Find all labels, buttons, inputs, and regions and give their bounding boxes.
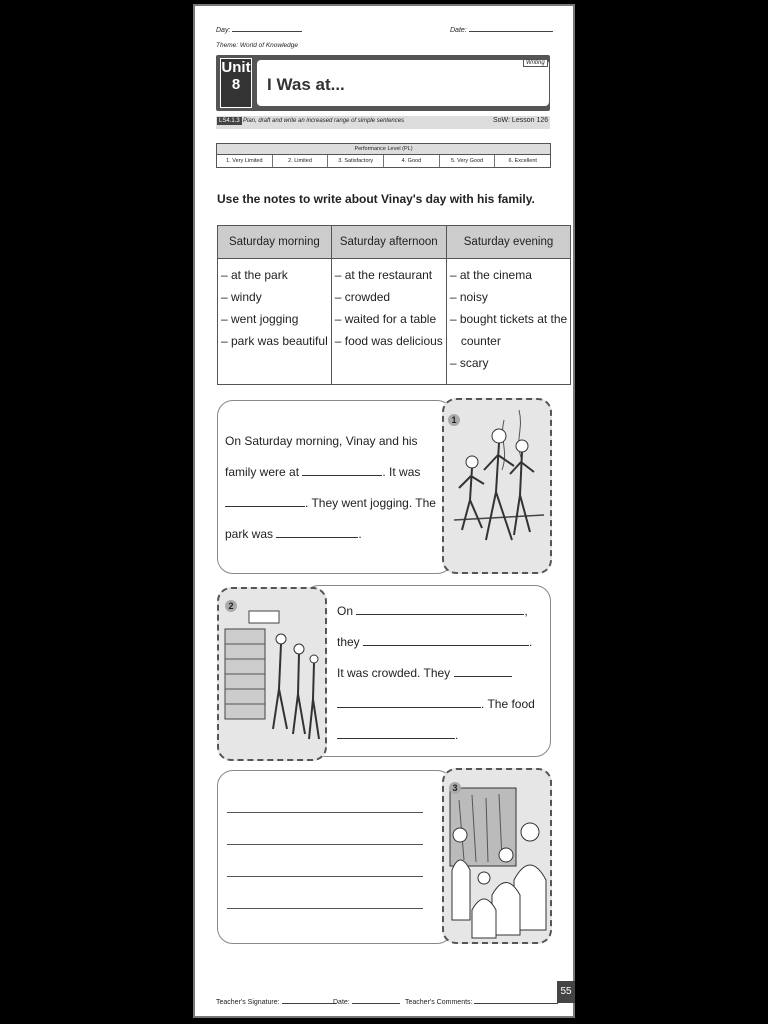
- note-item: – at the park: [221, 268, 288, 282]
- panel-2-line-2: [337, 627, 542, 658]
- note-item: – scary: [449, 356, 489, 370]
- sow-lesson: SoW: Lesson 126: [493, 117, 549, 124]
- footer-date-line: [352, 994, 400, 1004]
- note-item: – food was delicious: [334, 334, 443, 348]
- text-segment: they: [337, 635, 360, 649]
- panel-2-line-5: [337, 720, 542, 751]
- column-heading-morning: Saturday morning: [218, 226, 332, 259]
- page-number: 55: [557, 981, 575, 1003]
- teacher-comments-field[interactable]: [405, 994, 558, 1006]
- performance-heading: Performance Level (PL): [217, 144, 550, 155]
- date-field[interactable]: [450, 22, 553, 34]
- comments-label: Teacher's Comments:: [405, 999, 473, 1006]
- blank-continued[interactable]: [337, 696, 481, 708]
- writing-line[interactable]: [227, 908, 423, 909]
- text-segment: .: [529, 635, 533, 649]
- performance-level-5[interactable]: 5. Very Good: [440, 155, 496, 167]
- theme-text: Theme: World of Knowledge: [216, 42, 299, 49]
- notes-cell-evening: [446, 259, 570, 385]
- day-label: Day:: [216, 27, 231, 34]
- performance-level-2[interactable]: 2. Limited: [273, 155, 329, 167]
- blank-food[interactable]: [337, 727, 455, 739]
- text-segment: . The food: [481, 697, 535, 711]
- notes-table: [217, 225, 571, 385]
- text-segment: park was: [225, 527, 274, 541]
- note-item: – at the restaurant: [334, 268, 433, 282]
- writing-line[interactable]: [227, 876, 423, 877]
- blank-they-did[interactable]: [454, 665, 512, 677]
- teacher-signature-field[interactable]: [216, 994, 336, 1006]
- panel-2-text: [337, 596, 542, 751]
- panel-2-line-4: [337, 689, 542, 720]
- note-item: – windy: [221, 290, 262, 304]
- date-line: [469, 22, 553, 32]
- text-segment: ,: [524, 604, 528, 618]
- text-segment: family were at: [225, 465, 300, 479]
- ls-description: Plan, draft and write an increased range of simple sentences: [243, 118, 405, 124]
- panel-1-text: [225, 426, 445, 550]
- column-heading-afternoon: Saturday afternoon: [331, 226, 446, 259]
- note-item: – park was beautiful: [221, 334, 328, 348]
- blank-at-place[interactable]: [302, 464, 382, 476]
- comments-line: [474, 994, 558, 1004]
- jogging-drawing: [444, 400, 550, 572]
- performance-level-4[interactable]: 4. Good: [384, 155, 440, 167]
- unit-number: 8: [231, 76, 241, 93]
- page-title: I Was at...: [267, 75, 345, 94]
- blank-park-description[interactable]: [276, 526, 358, 538]
- worksheet-page: [193, 4, 575, 1018]
- family-jogging-illustration: [442, 398, 552, 574]
- panel-1-line-3: [225, 488, 445, 519]
- writing-tag: Writing: [523, 59, 548, 67]
- text-segment: .: [455, 728, 459, 742]
- writing-panel-3: [217, 770, 453, 944]
- panel-1-line-1: On Saturday morning, Vinay and his: [225, 434, 418, 448]
- restaurant-drawing: [219, 589, 325, 759]
- panel-1-line-2: [225, 457, 445, 488]
- note-item: – crowded: [334, 290, 391, 304]
- panel-2-line-1: [337, 596, 542, 627]
- instruction: Use the notes to write about Vinay's day with his family.: [217, 192, 535, 206]
- note-item: counter: [460, 334, 501, 348]
- note-item: – waited for a table: [334, 312, 437, 326]
- cinema-illustration: [442, 768, 552, 944]
- note-item: – noisy: [449, 290, 488, 304]
- notes-cell-morning: [218, 259, 332, 385]
- blank-where[interactable]: [363, 634, 529, 646]
- writing-line[interactable]: [227, 844, 423, 845]
- text-segment: It was crowded. They: [337, 666, 451, 680]
- day-line: [232, 22, 302, 32]
- ls-code: LS4.1.3: [219, 118, 240, 124]
- text-segment: . They went jogging. The: [305, 496, 436, 510]
- restaurant-illustration: [217, 587, 327, 761]
- writing-line[interactable]: [227, 812, 423, 813]
- performance-level-3[interactable]: 3. Satisfactory: [328, 155, 384, 167]
- day-field[interactable]: [216, 22, 302, 34]
- panel-1-line-4: [225, 519, 445, 550]
- column-heading-evening: Saturday evening: [446, 226, 570, 259]
- performance-level-6[interactable]: 6. Excellent: [508, 158, 537, 164]
- note-item: – at the cinema: [449, 268, 532, 282]
- note-item: – went jogging: [221, 312, 299, 326]
- text-segment: . It was: [382, 465, 421, 479]
- text-segment: .: [358, 527, 362, 541]
- performance-level-table: [216, 143, 551, 168]
- performance-level-1[interactable]: 1. Very Limited: [217, 155, 273, 167]
- footer-date-field[interactable]: [333, 994, 400, 1006]
- notes-cell-afternoon: [331, 259, 446, 385]
- footer-date-label: Date:: [333, 999, 350, 1006]
- picture-number-1: 1: [448, 414, 460, 426]
- note-item: – bought tickets at the: [449, 312, 568, 326]
- blank-day-time[interactable]: [356, 603, 524, 615]
- date-label: Date:: [450, 27, 467, 34]
- cinema-drawing: [444, 770, 550, 942]
- blank-weather[interactable]: [225, 495, 305, 507]
- signature-line: [282, 994, 336, 1004]
- picture-number-2: 2: [225, 600, 237, 612]
- signature-label: Teacher's Signature:: [216, 999, 280, 1006]
- unit-word: Unit: [221, 59, 251, 76]
- panel-2-line-3: [337, 658, 542, 689]
- unit-badge: [220, 58, 252, 108]
- picture-number-3: 3: [449, 782, 461, 794]
- text-segment: On: [337, 604, 354, 618]
